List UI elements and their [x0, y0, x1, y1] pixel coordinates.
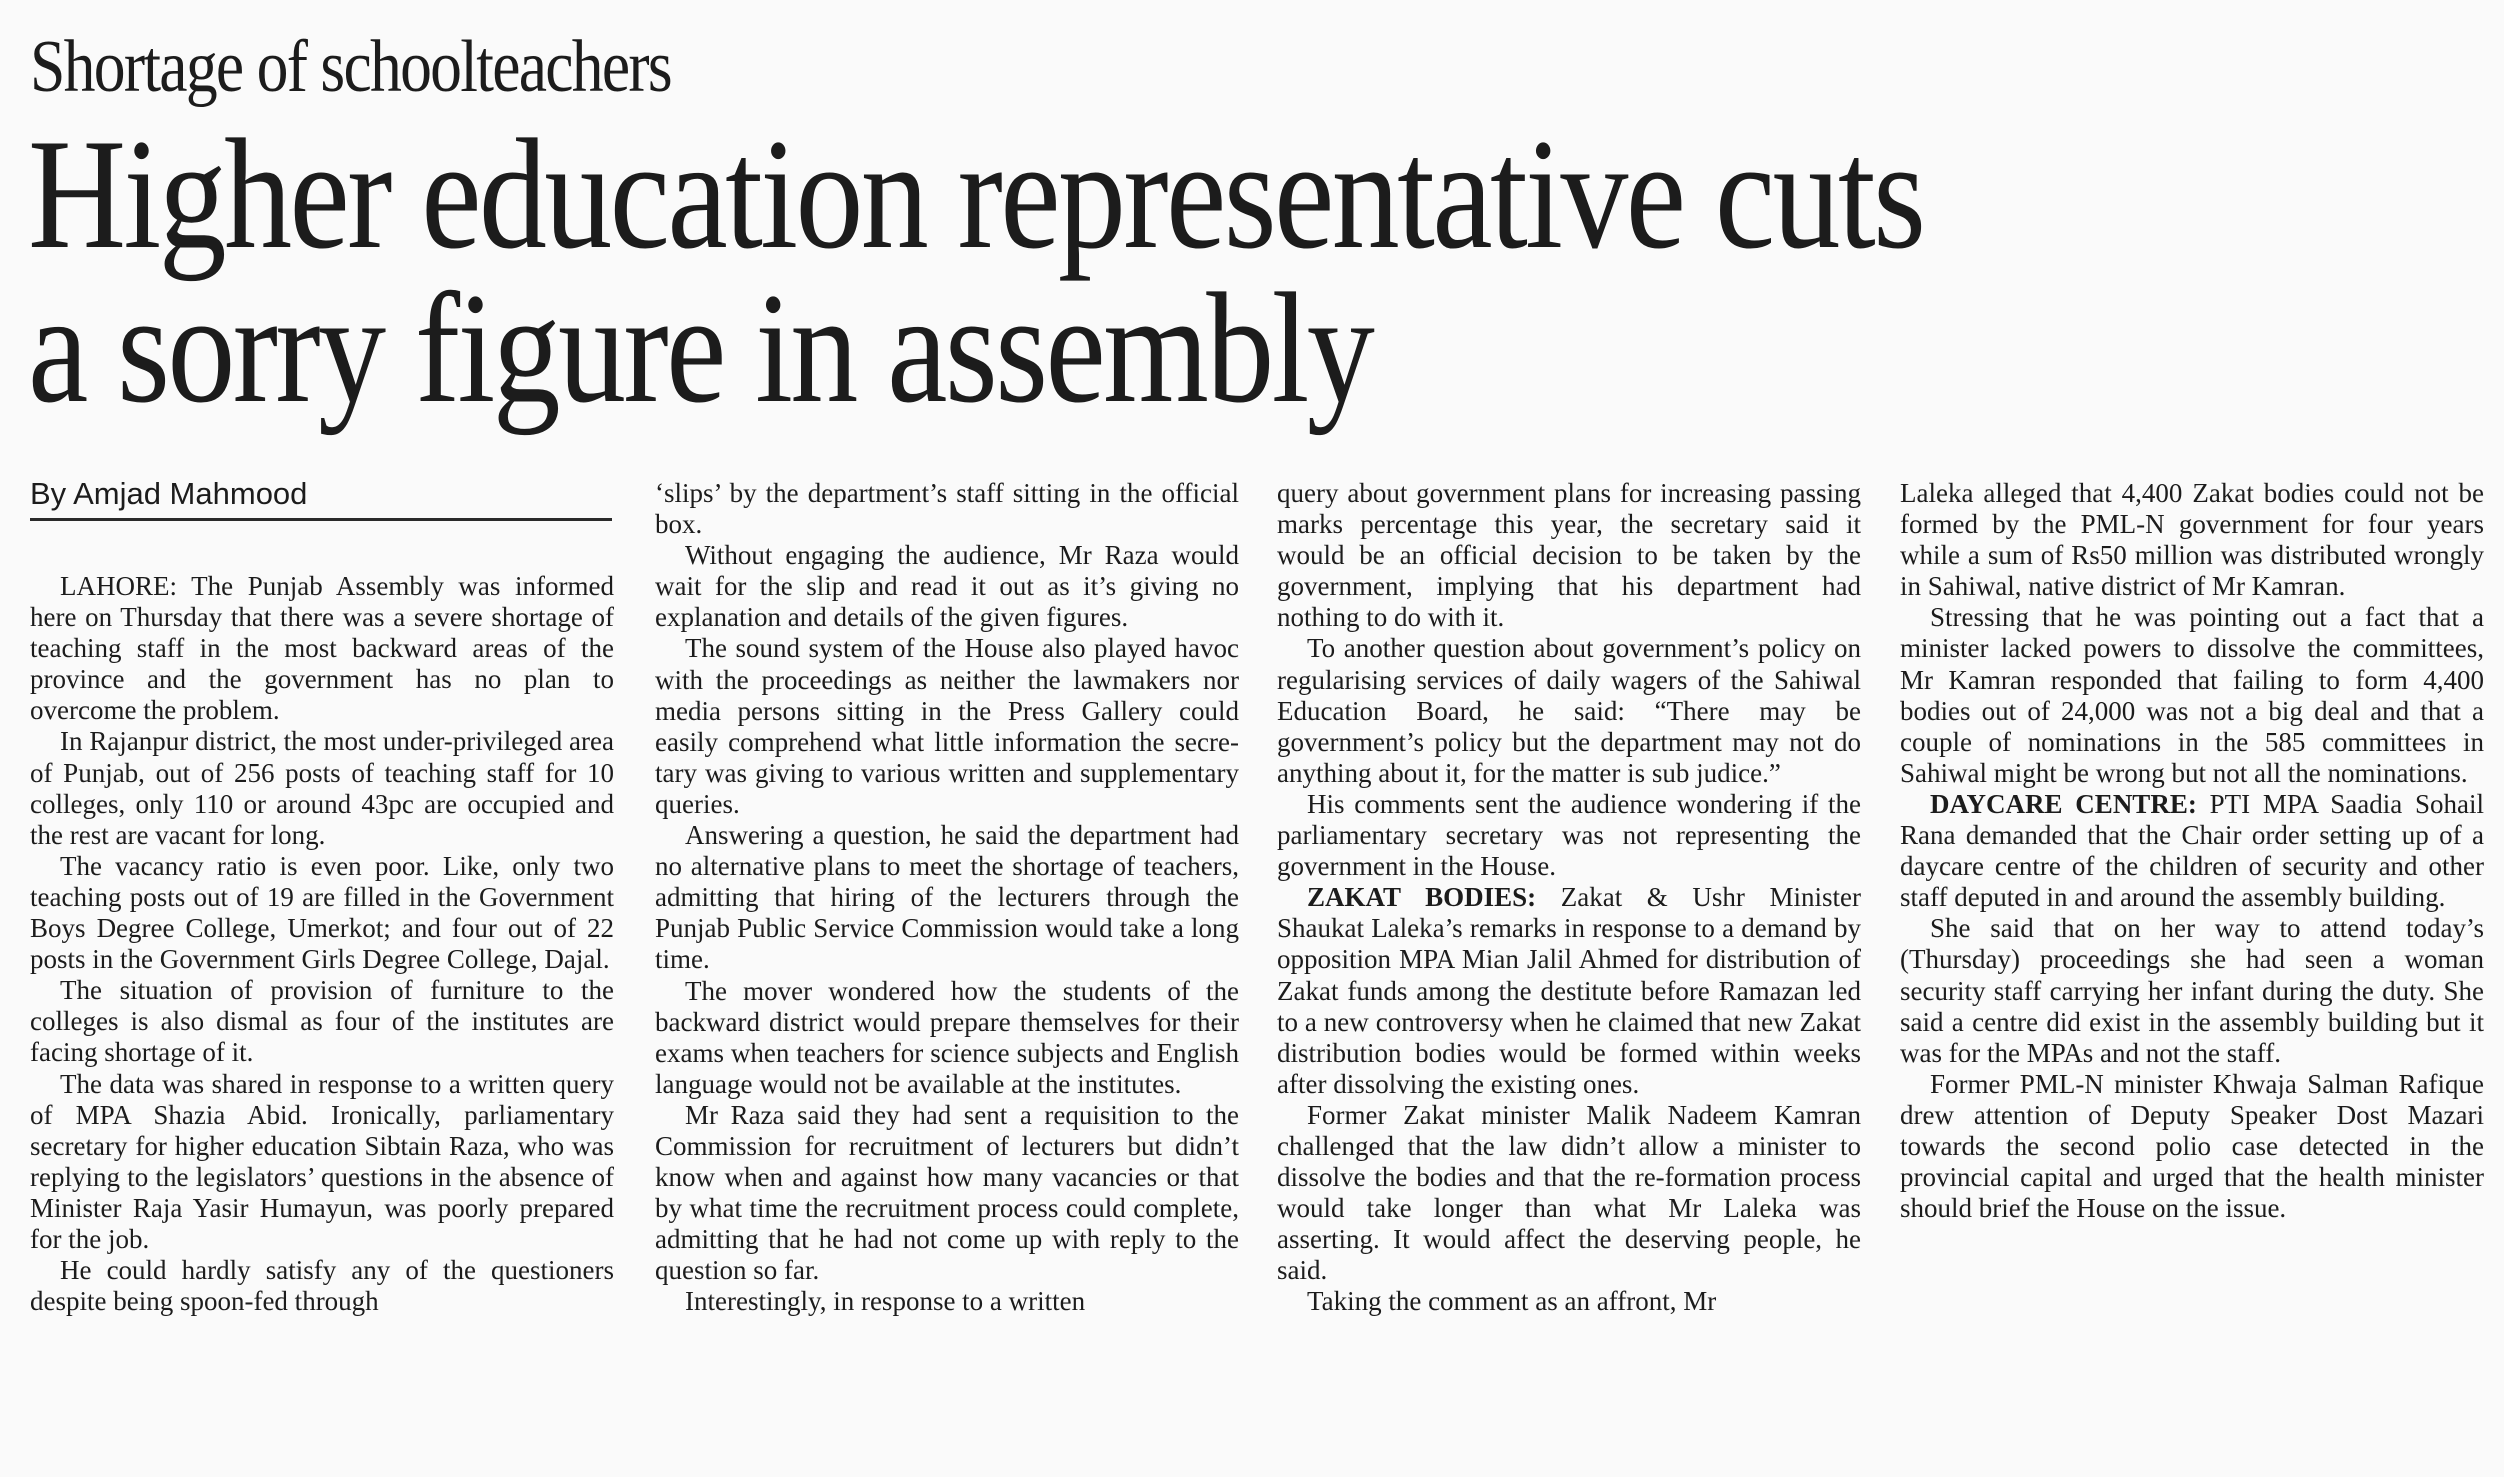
paragraph-text: Zakat & Ushr Minister Shaukat Laleka’s remarks in response to a demand by opposition MPA Mian Jalil Ahmed for distribution of Zakat funds among the destitute before Ramazan led to a new controversy when he claimed that new Zakat distribution bodies would be formed within weeks after dissolving the existing ones. [1277, 882, 1861, 1099]
paragraph-text: PTI MPA Saadia Sohail Rana demanded that the Chair order setting up of a daycare centre of the children of security and other staff deputed in and around the assembly building. [1900, 788, 2484, 913]
paragraph-text: The data was shared in response to a written query of MPA Shazia Abid. Ironically, parliamentary secretary for higher education Sibtain Raza, who was replying to the legislators’ questions in the absence of Minister Raja Yasir Humayun, was poorly prepared for the job. [30, 1068, 614, 1254]
article-paragraph [1277, 478, 1861, 633]
kicker-headline: Shortage of schoolteachers [30, 26, 671, 108]
paragraph-text: Mr Raza said they had sent a requisition to the Commission for recruitment of lecturers but didn’t know when and against how many vacancies or that by what time the recruitment process could complete, admitting that he had not come up with reply to the question so far. [655, 1099, 1239, 1286]
paragraph-text: Without engaging the audience, Mr Raza would wait for the slip and read it out as it’s giving no explanation and details of the given figures. [655, 540, 1239, 633]
paragraph-text: query about government plans for increasing passing marks percentage this year, the secretary said it would be an official decision to be taken by the government, implying that his department had nothing to do with it. [1277, 478, 1861, 633]
main-headline [28, 107, 1924, 436]
article-paragraph [1277, 1286, 1861, 1317]
article-paragraph [655, 633, 1239, 820]
paragraph-text: She said that on her way to attend today’s (Thursday) proceedings she had seen a woman security staff carrying her infant during the duty. She said a centre did exist in the assembly building but it was for the MPAs and not the staff. [1900, 913, 2484, 1068]
byline-rule [30, 518, 612, 521]
article-column-3 [1277, 478, 1861, 1318]
paragraph-text: The mover wondered how the students of the backward district would prepare themselves for their exams when teachers for science subjects and English language would not be available at the institutes. [655, 975, 1239, 1099]
byline: By Amjad Mahmood [30, 476, 308, 511]
article-paragraph [655, 820, 1239, 975]
paragraph-text: Former PML-N minister Khwaja Salman Rafique drew attention of Deputy Speaker Dost Mazari towards the second polio case detected in the provincial capital and urged that the health minister should brief the House on the issue. [1900, 1068, 2484, 1224]
paragraph-text: The situation of provision of furniture to the colleges is also dismal as four of the institutes are facing shortage of it. [30, 975, 614, 1068]
headline-line-1: Higher education representative cuts [28, 107, 1924, 282]
headline-line-2: a sorry figure in assembly [28, 261, 1373, 436]
paragraph-text: Interestingly, in response to a written [685, 1286, 1086, 1317]
article-paragraph [1900, 478, 2484, 602]
paragraph-text: The sound system of the House also played havoc with the proceedings as neither the lawmakers nor media persons sitting in the Press Gallery could easily comprehend what little information the secretary was giving to various written and supplementary queries. [655, 633, 1239, 819]
paragraph-text: Answering a question, he said the department had no alternative plans to meet the shortage of teachers, admitting that hiring of the lecturers through the Punjab Public Service Commission would take a long time. [655, 820, 1239, 975]
article-paragraph [655, 540, 1239, 633]
article-paragraph [1277, 633, 1861, 788]
paragraph-text: To another question about government’s policy on regularising services of daily wagers of the Sahiwal Education Board, he said: “There may be government’s policy but the department may not do anything about it, for the matter is sub judice.” [1277, 633, 1861, 788]
article-column-2 [655, 478, 1239, 1318]
article-paragraph [655, 1100, 1239, 1287]
paragraph-text: LAHORE: The Punjab Assembly was informed here on Thursday that there was a severe shortage of teaching staff in the most backward areas of the province and the government has no plan to overcome the problem. [30, 571, 614, 726]
paragraph-text: He could hardly satisfy any of the questioners despite being spoon-fed through [30, 1255, 614, 1317]
article-column-4 [1900, 478, 2484, 1224]
paragraph-text: Stressing that he was pointing out a fact that a minister lacked powers to dissolve the committees, Mr Kamran responded that failing to form 4,400 bodies out of 24,000 was not a big deal and that a couple of nominations in the 585 committees in Sahiwal might be wrong but not all the nominations. [1900, 602, 2484, 788]
article-column-1 [30, 571, 614, 1317]
article-paragraph [30, 1255, 614, 1317]
article-paragraph [30, 851, 614, 975]
article-paragraph [1900, 1069, 2484, 1224]
article-paragraph [1900, 913, 2484, 1068]
article-paragraph [30, 975, 614, 1068]
article-paragraph [1277, 789, 1861, 882]
article-paragraph [1277, 1100, 1861, 1287]
article-paragraph [655, 478, 1239, 540]
paragraph-text: His comments sent the audience wondering if the parliamentary secretary was not representing the government in the House. [1277, 788, 1861, 882]
article-paragraph [30, 571, 614, 726]
paragraph-text: The vacancy ratio is even poor. Like, only two teaching posts out of 19 are filled in the Government Boys Degree College, Umerkot; and four out of 22 posts in the Government Girls Degree College, Dajal. [30, 850, 614, 975]
paragraph-text: Laleka alleged that 4,400 Zakat bodies could not be formed by the PML-N government for four years while a sum of Rs50 million was distributed wrongly in Sahiwal, native district of Mr Kamran. [1900, 478, 2484, 602]
article-paragraph [655, 976, 1239, 1100]
article-paragraph [1277, 882, 1861, 1100]
paragraph-text: Former Zakat minister Malik Nadeem Kamran challenged that the law didn’t allow a minister to dissolve the bodies and that the re-formation process would take longer than what Mr Laleka was asserting. It would affect the deserving people, he said. [1277, 1099, 1861, 1286]
article-paragraph [1900, 602, 2484, 789]
paragraph-text: In Rajanpur district, the most under-privileged area of Punjab, out of 256 posts of teaching staff for 10 colleges, only 110 or around 43pc are occupied and the rest are vacant for long. [30, 726, 614, 850]
section-subhead: DAYCARE CENTRE: [1930, 788, 2197, 819]
article-paragraph [1900, 789, 2484, 913]
paragraph-text: Taking the comment as an affront, Mr [1307, 1286, 1717, 1317]
article-paragraph [655, 1286, 1239, 1317]
section-subhead: ZAKAT BODIES: [1307, 882, 1537, 913]
paragraph-text: ‘slips’ by the department’s staff sitting in the official box. [655, 478, 1239, 540]
article-paragraph [30, 1069, 614, 1256]
article-paragraph [30, 726, 614, 850]
